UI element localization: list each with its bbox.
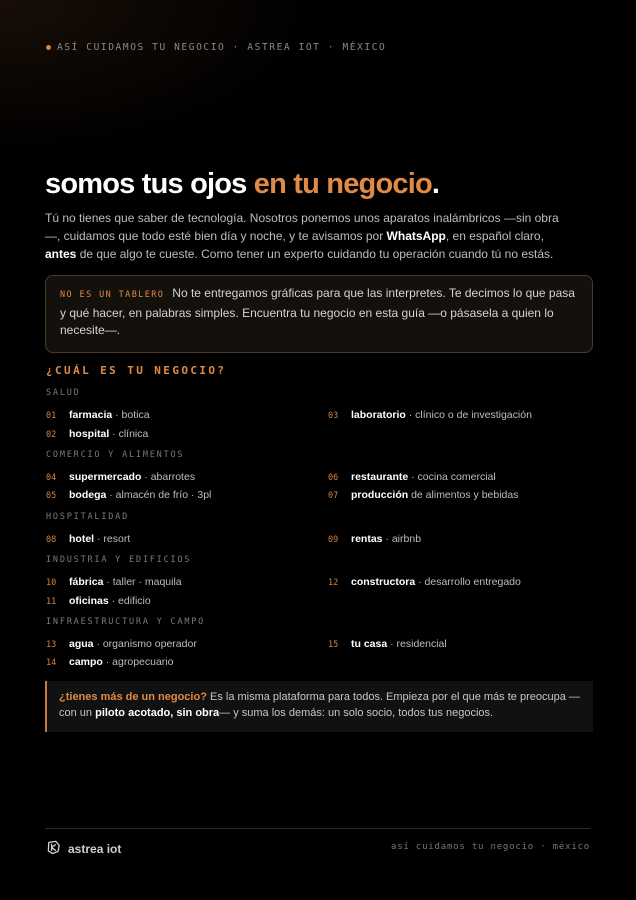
headline-part1: somos tus ojos	[45, 168, 254, 200]
category-comercio: COMERCIO Y ALIMENTOS	[46, 450, 185, 460]
category-industria: INDUSTRIA Y EDIFICIOS	[46, 555, 192, 565]
top-eyebrow	[46, 42, 386, 53]
item-desc: · clínica	[109, 428, 149, 440]
item-number: 15	[328, 640, 339, 650]
footer-brand-name: astrea iot	[68, 842, 122, 856]
multi-text-2: — y suma los demás: un solo socio, todos tus negocios.	[219, 707, 494, 719]
item-name: agua	[69, 638, 94, 650]
business-item-rentas[interactable]	[328, 533, 421, 545]
item-desc: · desarrollo entregado	[415, 576, 521, 588]
business-item-campo[interactable]	[46, 656, 173, 668]
item-desc: · botica	[112, 409, 150, 421]
page-headline	[45, 168, 439, 201]
item-desc: · clínico o de investigación	[405, 409, 532, 421]
item-number: 01	[46, 411, 57, 421]
business-item-agua[interactable]	[46, 638, 197, 650]
item-number: 02	[46, 430, 57, 440]
item-desc: · organismo operador	[93, 638, 197, 650]
multi-bold-piloto: piloto acotado, sin obra	[95, 707, 220, 719]
multi-question: ¿tienes más de un negocio?	[59, 691, 207, 703]
multi-text-1: Es la misma plataforma para todos. Empieza por el que más te preocupa —con un	[59, 691, 580, 719]
business-item-constructora[interactable]	[328, 576, 521, 588]
business-item-bodega[interactable]	[46, 489, 211, 501]
category-hospitalidad: HOSPITALIDAD	[46, 512, 130, 522]
item-name: constructora	[351, 576, 416, 588]
item-desc: · abarrotes	[141, 471, 196, 483]
item-name: fábrica	[69, 576, 104, 588]
headline-end: .	[431, 168, 440, 200]
item-desc: · edificio	[108, 595, 151, 607]
callout-tag: NO ES UN TABLERO	[60, 290, 165, 300]
astrea-logo-icon	[46, 840, 61, 858]
item-number: 09	[328, 535, 339, 545]
item-desc: · residencial	[387, 638, 447, 650]
item-desc: · cocina comercial	[408, 471, 496, 483]
business-item-laboratorio[interactable]	[328, 409, 532, 421]
category-infraestructura: INFRAESTRUCTURA Y CAMPO	[46, 617, 206, 627]
item-name: laboratorio	[351, 409, 406, 421]
item-desc: · agropecuario	[102, 656, 174, 668]
item-name: hotel	[69, 533, 95, 545]
callout-text: No te entregamos gráficas para que las interpretes. Te decimos lo que pasa y qué hacer, en palabras simples. Encuentra tu negocio en esta guía —o pásasela a quien lo necesite—.	[60, 286, 575, 337]
business-item-oficinas[interactable]	[46, 595, 151, 607]
business-item-tu-casa[interactable]	[328, 638, 447, 650]
item-name: rentas	[351, 533, 383, 545]
item-number: 13	[46, 640, 57, 650]
item-name: hospital	[69, 428, 110, 440]
item-name: oficinas	[69, 595, 109, 607]
intro-text-2: , en español claro,	[445, 229, 544, 243]
item-name: campo	[69, 656, 103, 668]
item-name: bodega	[69, 489, 107, 501]
item-desc: · almacén de frío · 3pl	[106, 489, 212, 501]
business-item-fabrica[interactable]	[46, 576, 182, 588]
intro-text-1: Tú no tienes que saber de tecnología. Nosotros ponemos unos aparatos inalámbricos —sin obra—, cuidamos que todo esté bien día y noche, y te avisamos por	[45, 211, 559, 243]
item-number: 14	[46, 658, 57, 668]
item-number: 07	[328, 491, 339, 501]
not-a-dashboard-callout	[45, 275, 593, 353]
footer-brand	[46, 840, 121, 858]
intro-bold-antes: antes	[45, 247, 77, 261]
guide-title: ¿CUÁL ES TU NEGOCIO?	[46, 364, 227, 377]
item-number: 05	[46, 491, 57, 501]
item-number: 12	[328, 578, 339, 588]
item-number: 08	[46, 535, 57, 545]
item-number: 04	[46, 473, 57, 483]
item-name: tu casa	[351, 638, 388, 650]
item-number: 11	[46, 597, 57, 607]
business-item-hospital[interactable]	[46, 428, 148, 440]
item-desc: · resort	[94, 533, 131, 545]
intro-bold-whatsapp: WhatsApp	[386, 229, 446, 243]
business-item-restaurante[interactable]	[328, 471, 496, 483]
item-desc: de alimentos y bebidas	[408, 489, 519, 501]
item-name: restaurante	[351, 471, 409, 483]
item-number: 03	[328, 411, 339, 421]
item-desc: · airbnb	[382, 533, 422, 545]
item-name: producción	[351, 489, 409, 501]
multi-business-note	[45, 681, 593, 732]
intro-paragraph	[45, 209, 565, 263]
business-item-farmacia[interactable]	[46, 409, 150, 421]
item-name: supermercado	[69, 471, 142, 483]
business-item-hotel[interactable]	[46, 533, 130, 545]
intro-text-3: de que algo te cueste. Como tener un experto cuidando tu operación cuando tú no estás.	[76, 247, 554, 261]
business-item-produccion[interactable]	[328, 489, 519, 501]
category-salud: SALUD	[46, 388, 81, 398]
orange-dot-icon	[46, 45, 51, 50]
eyebrow-text: ASÍ CUIDAMOS TU NEGOCIO · ASTREA IOT · MÉXICO	[57, 42, 387, 53]
footer-divider	[45, 828, 590, 829]
item-number: 06	[328, 473, 339, 483]
item-number: 10	[46, 578, 57, 588]
headline-accent: en tu negocio	[253, 168, 432, 200]
item-name: farmacia	[69, 409, 113, 421]
business-item-supermercado[interactable]	[46, 471, 195, 483]
item-desc: · taller · maquila	[103, 576, 182, 588]
footer-tagline: así cuidamos tu negocio · méxico	[391, 842, 590, 852]
